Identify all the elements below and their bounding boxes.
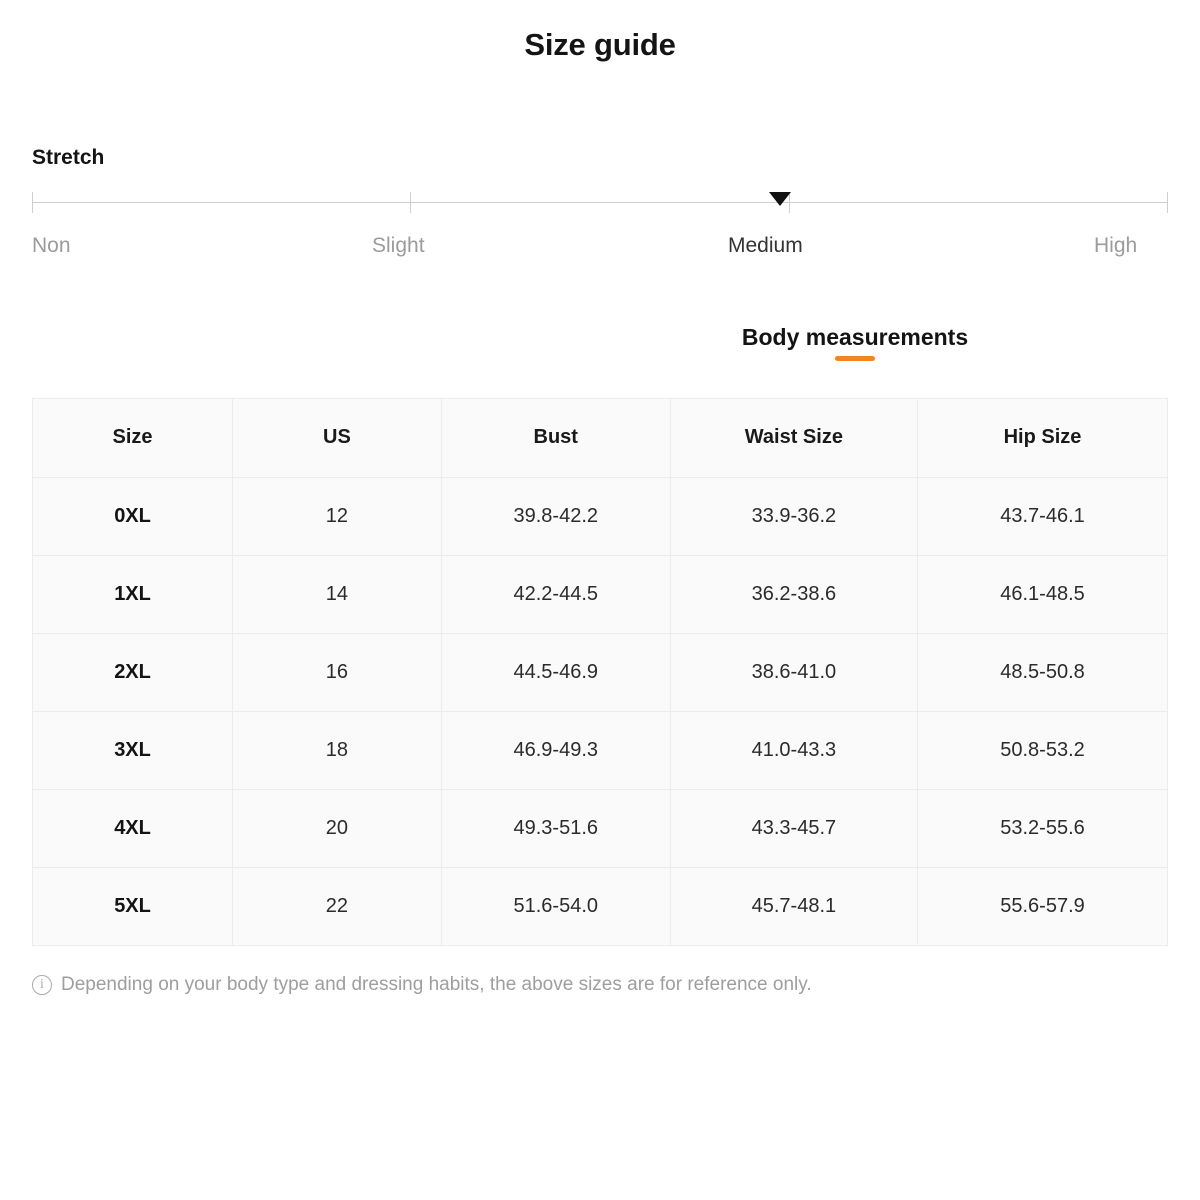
stretch-level-marker [769, 192, 791, 206]
page-title: Size guide [524, 27, 676, 62]
cell-us: 16 [233, 633, 442, 711]
scale-tick-high [1167, 192, 1168, 213]
body-measurements-title [742, 324, 968, 361]
cell-waist: 33.9-36.2 [670, 477, 917, 555]
table-row [33, 867, 1167, 945]
cell-size: 4XL [33, 789, 233, 867]
cell-waist: 36.2-38.6 [670, 555, 917, 633]
cell-size: 5XL [33, 867, 233, 945]
cell-hip: 50.8-53.2 [917, 711, 1167, 789]
column-header-waist: Waist Size [670, 399, 917, 477]
stretch-scale-labels [32, 234, 1168, 264]
cell-hip: 46.1-48.5 [917, 555, 1167, 633]
cell-bust: 46.9-49.3 [441, 711, 670, 789]
size-chart-table-wrapper [32, 398, 1168, 946]
cell-hip: 55.6-57.9 [1000, 894, 1085, 917]
table-row [33, 633, 1167, 711]
cell-size: 0XL [33, 477, 233, 555]
cell-hip: 48.5-50.8 [917, 633, 1167, 711]
scale-line [32, 202, 1168, 203]
stretch-section [32, 146, 1168, 264]
cell-waist: 41.0-43.3 [670, 711, 917, 789]
scale-tick-non [32, 192, 33, 213]
cell-us: 12 [233, 477, 442, 555]
table-row [33, 477, 1167, 555]
cell-bust: 49.3-51.6 [441, 789, 670, 867]
stretch-heading: Stretch [32, 146, 105, 169]
cell-hip: 43.7-46.1 [917, 477, 1167, 555]
scale-tick-slight [410, 192, 411, 213]
scale-label-high[interactable]: High [1094, 234, 1138, 257]
cell-us: 14 [233, 555, 442, 633]
cell-waist: 43.3-45.7 [670, 789, 917, 867]
title-underline-accent [835, 356, 875, 361]
info-icon: i [32, 975, 52, 995]
scale-label-non[interactable]: Non [32, 234, 71, 257]
cell-bust: 44.5-46.9 [441, 633, 670, 711]
table-header-row [33, 399, 1167, 477]
column-header-us: US [233, 399, 442, 477]
cell-bust: 51.6-54.0 [441, 867, 670, 945]
table-row [33, 711, 1167, 789]
column-header-size: Size [33, 399, 233, 477]
table-row [33, 555, 1167, 633]
stretch-scale[interactable] [32, 192, 1168, 214]
footnote [32, 974, 1168, 996]
cell-size: 1XL [33, 555, 233, 633]
cell-waist: 38.6-41.0 [670, 633, 917, 711]
cell-us: 22 [233, 867, 442, 945]
cell-waist: 45.7-48.1 [670, 867, 917, 945]
cell-size: 2XL [33, 633, 233, 711]
scale-label-slight[interactable]: Slight [372, 234, 425, 257]
cell-us: 18 [233, 711, 442, 789]
body-measurements-title-text: Body measurements [741, 324, 969, 350]
size-chart-table [33, 399, 1167, 945]
cell-us: 20 [233, 789, 442, 867]
cell-hip: 53.2-55.6 [917, 789, 1167, 867]
cell-bust: 42.2-44.5 [441, 555, 670, 633]
footnote-text: Depending on your body type and dressing habits, the above sizes are for reference only. [61, 974, 812, 995]
cell-size: 3XL [33, 711, 233, 789]
column-header-bust: Bust [441, 399, 670, 477]
table-row [33, 789, 1167, 867]
cell-bust: 39.8-42.2 [441, 477, 670, 555]
column-header-hip: Hip Size [917, 399, 1167, 477]
scale-label-medium[interactable]: Medium [728, 234, 803, 257]
body-measurements-header [0, 324, 1200, 361]
